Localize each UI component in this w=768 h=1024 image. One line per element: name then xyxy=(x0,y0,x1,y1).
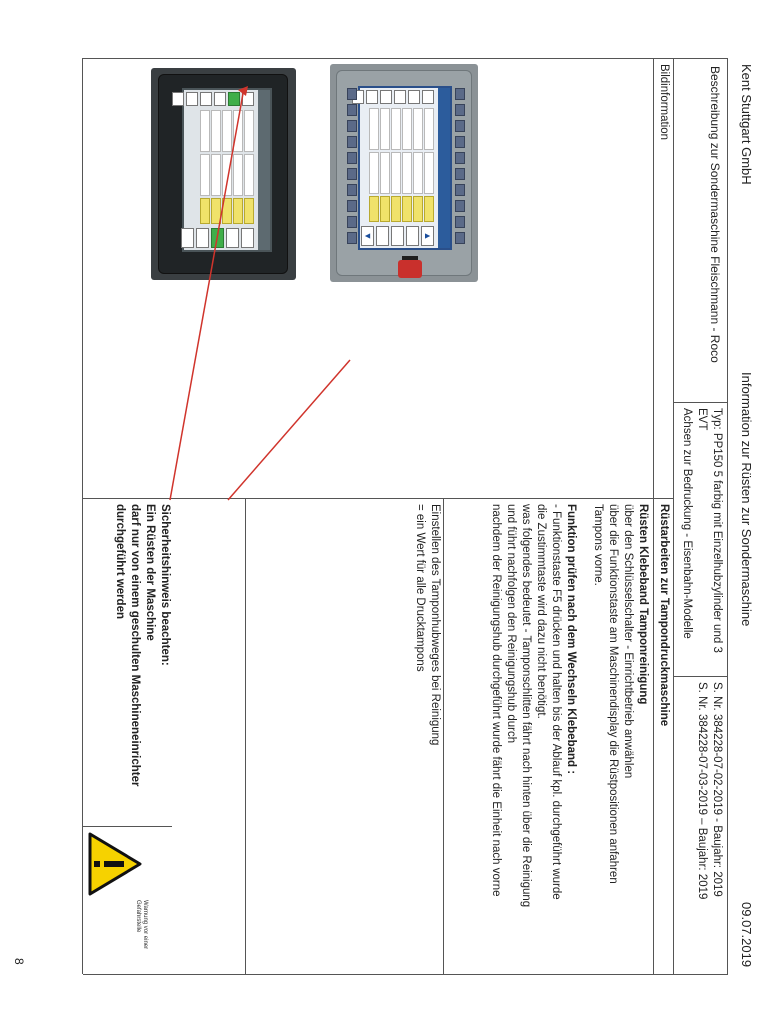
safety-notice-line-4: durchgeführt werden xyxy=(114,504,126,620)
annotation-line-1 xyxy=(228,360,350,500)
section-funktion-line-3: was folgendes bedeutet - Tamponschlitten fährt nach hinten über die Reinigung xyxy=(520,504,532,908)
right-column-header: Rüstarbeiten zur Tampondruckmaschine xyxy=(658,504,670,727)
company-name: Kent Stuttgart GmbH xyxy=(739,64,754,185)
section-tamponhub-line-1: Einstellen des Tamponhubweges bei Reinigung xyxy=(429,504,441,746)
section-funktion-line-2: die Zustimmtaste wird dazu nicht benötigt. xyxy=(535,504,547,719)
annotation-line-2 xyxy=(170,88,244,500)
left-column-header: Bildinformation xyxy=(658,64,670,141)
section-ruesten-line-3: Tampons vorne. xyxy=(592,504,604,586)
machine-type-line2: Achsen zur Bedruckung - Eisenbahn-Modelle xyxy=(681,408,693,639)
section-ruesten-line-2: über die Funktionstaste am Maschinendisplay die Rüstpositionen anfahren xyxy=(607,504,619,884)
section-ruesten-line-1: über den Schlüsselschalter - Einrichtbetrieb anwählen xyxy=(622,504,634,779)
panel-screen: ▲ ▼ xyxy=(358,86,452,250)
safety-notice-line-1: Sicherheitshinweis beachten: xyxy=(159,504,171,666)
section-tamponhub-line-2: = ein Wert für alle Drucktampons xyxy=(414,504,426,672)
warning-caption: Warnung vor einer Gefahrstelle xyxy=(135,900,148,950)
document-title: Information zur Rüsten zur Sondermaschine xyxy=(739,372,754,627)
section-ruesten-title: Rüsten Klebeband Tamponreinigung xyxy=(637,504,649,705)
section-funktion-line-4: und führt nachfolgen den Reinigungshub durch xyxy=(505,504,517,744)
document-date: 09.07.2019 xyxy=(739,902,754,968)
section-funktion-line-1: - Funktionstaste F5 drücken und halten bis der Ablauf kpl. durchgeführt wurde xyxy=(550,504,562,900)
section-funktion-title: Funktion prüfen nach dem Wechseln Klebeband : xyxy=(565,504,577,775)
serial-number-2: S. Nr. 384228-07-03-2019 – Baujahr: 2019 xyxy=(696,682,708,900)
machine-type-line1: Typ: PP150 5 farbig mit Einzelhubzylinder und 3 EVT xyxy=(696,408,723,653)
safety-notice-line-2: Ein Rüsten der Maschine xyxy=(144,504,156,641)
section-funktion-line-5: nachdem der Reinigungshub durchgeführt wurde fährt die Einheit nach vorne xyxy=(490,504,502,897)
serial-number-1: S. Nr. 384228-07-02-2019 - Baujahr: 2019 xyxy=(711,682,723,897)
safety-notice-line-3: darf nur von einem geschulten Maschineneinrichter xyxy=(129,504,141,787)
machine-description: Beschreibung zur Sondermaschine Fleischmann - Roco xyxy=(708,66,722,363)
page-number: 8 xyxy=(12,958,26,965)
